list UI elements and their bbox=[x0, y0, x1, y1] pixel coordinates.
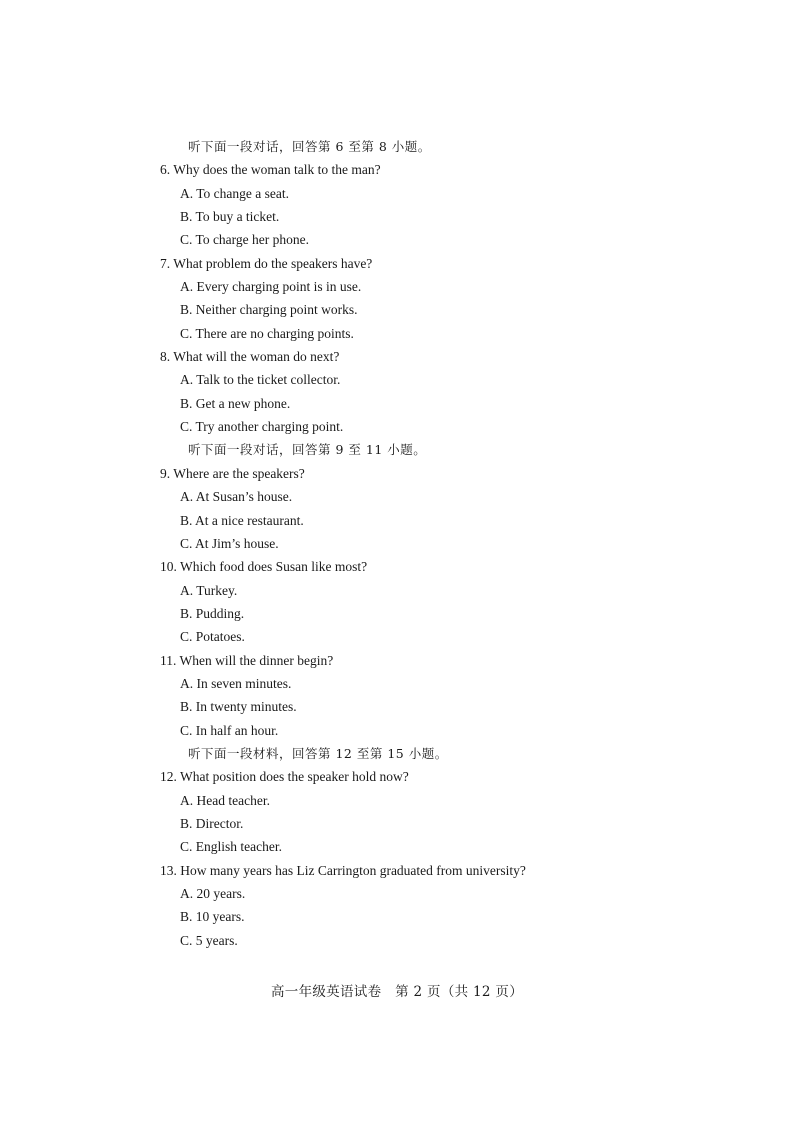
question-stem: 9. Where are the speakers? bbox=[160, 465, 305, 481]
answer-option: B. In twenty minutes. bbox=[180, 699, 297, 715]
answer-option: C. There are no charging points. bbox=[180, 325, 354, 341]
answer-option: A. Turkey. bbox=[180, 582, 238, 598]
answer-option: B. Pudding. bbox=[180, 605, 245, 621]
question-stem: 11. When will the dinner begin? bbox=[160, 652, 334, 668]
answer-option: B. At a nice restaurant. bbox=[180, 512, 304, 528]
question-stem: 7. What problem do the speakers have? bbox=[160, 255, 373, 271]
question-stem: 12. What position does the speaker hold now? bbox=[160, 769, 409, 785]
question-stem: 8. What will the woman do next? bbox=[160, 349, 340, 365]
answer-option: B. 10 years. bbox=[180, 909, 245, 925]
answer-option: B. Neither charging point works. bbox=[180, 302, 358, 318]
listening-section bbox=[160, 135, 740, 952]
section-instruction: 听下面一段对话，回答第 6 至第 8 小题。 bbox=[188, 139, 431, 154]
page-footer: 高一年级英语试卷 第 2 页（共 12 页） bbox=[270, 984, 524, 1000]
answer-option: C. English teacher. bbox=[180, 839, 282, 855]
answer-option: A. To change a seat. bbox=[180, 185, 290, 201]
question-stem: 10. Which food does Susan like most? bbox=[160, 559, 368, 575]
answer-option: C. 5 years. bbox=[180, 932, 238, 948]
answer-option: A. 20 years. bbox=[180, 886, 246, 901]
answer-option: A. At Susan’s house. bbox=[180, 489, 293, 505]
section-instruction: 听下面一段对话，回答第 9 至 11 小题。 bbox=[188, 442, 427, 458]
section-instruction: 听下面一段材料，回答第 12 至第 15 小题。 bbox=[188, 745, 448, 761]
answer-option: C. At Jim’s house. bbox=[180, 535, 279, 551]
answer-option: A. In seven minutes. bbox=[180, 675, 292, 691]
answer-option: A. Head teacher. bbox=[180, 792, 270, 808]
question-stem: 13. How many years has Liz Carrington graduated from university? bbox=[160, 862, 526, 878]
answer-option: B. Get a new phone. bbox=[180, 395, 291, 411]
answer-option: C. Try another charging point. bbox=[180, 419, 344, 435]
answer-option: B. Director. bbox=[180, 815, 244, 831]
answer-option: C. To charge her phone. bbox=[180, 232, 310, 248]
answer-option: C. Potatoes. bbox=[180, 629, 245, 645]
answer-option: A. Talk to the ticket collector. bbox=[180, 372, 341, 388]
answer-option: B. To buy a ticket. bbox=[180, 209, 280, 225]
question-stem: 6. Why does the woman talk to the man? bbox=[160, 162, 381, 178]
answer-option: C. In half an hour. bbox=[180, 722, 279, 738]
answer-option: A. Every charging point is in use. bbox=[180, 279, 362, 295]
